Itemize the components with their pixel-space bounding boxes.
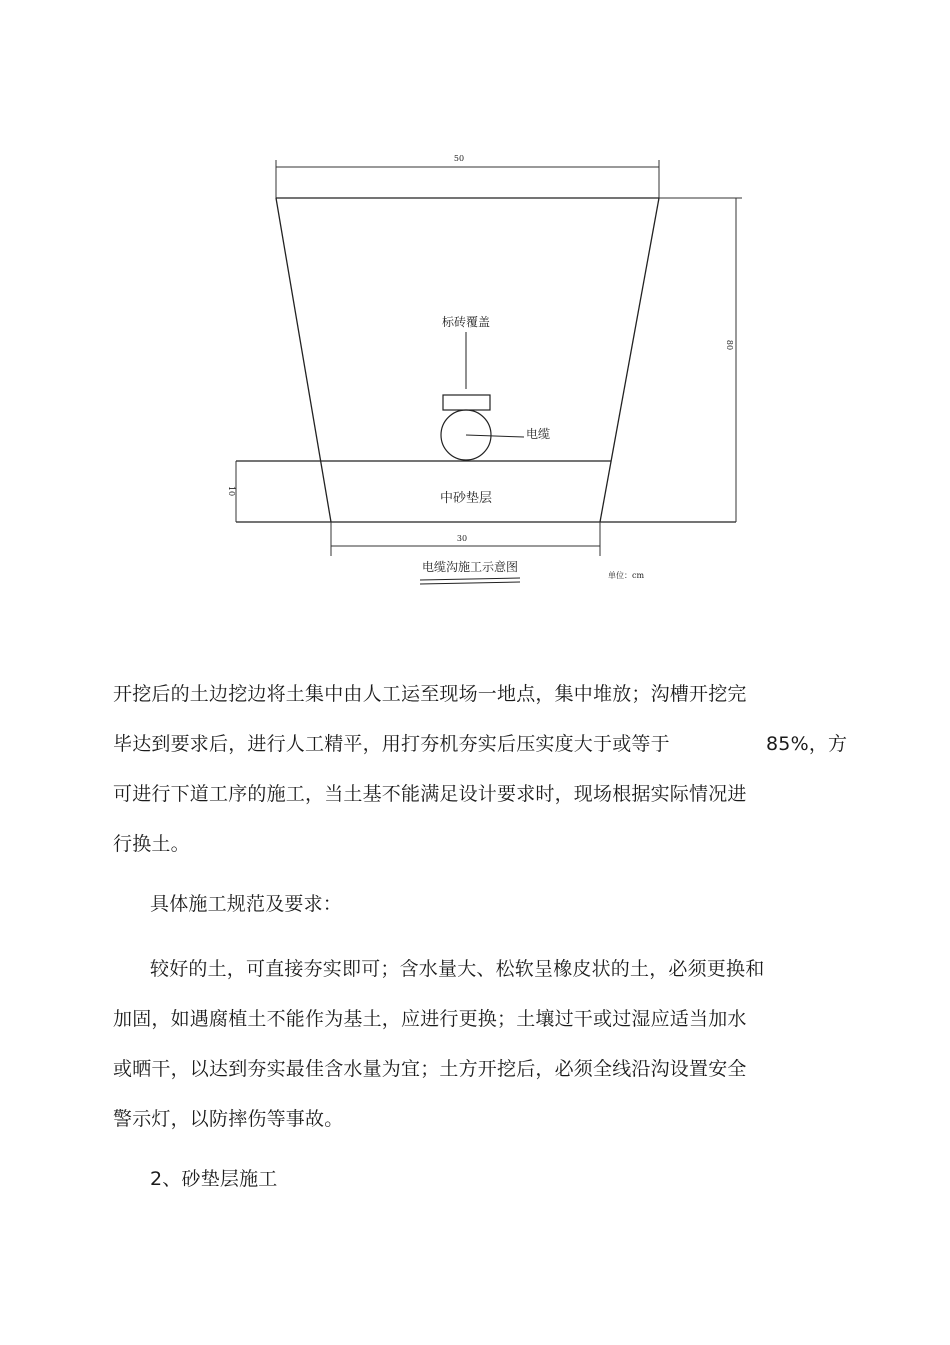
paragraph-1-line-2: 毕达到要求后，进行人工精平，用打夯机夯实后压实度大于或等于 (113, 733, 670, 755)
paragraph-1-line-1: 开挖后的土边挖边将土集中由人工运至现场一地点，集中堆放；沟槽开挖完 (113, 683, 747, 705)
diagram-caption: 电缆沟施工示意图 (421, 560, 519, 574)
cable-leader-line (466, 435, 524, 437)
trench-right-wall (600, 198, 659, 522)
paragraph-3-line-1: 较好的土，可直接夯实即可；含水量大、松软呈橡皮状的土，必须更换和 (150, 958, 765, 980)
cable-trench-diagram (0, 0, 950, 600)
paragraph-1-line-4: 行换土。 (113, 833, 190, 855)
section-heading: 2、砂垫层施工 (150, 1168, 278, 1190)
brick-cover (443, 395, 490, 410)
dim-left-label: 10 (227, 485, 236, 497)
brick-cover-label: 标砖覆盖 (441, 315, 491, 329)
paragraph-1-line-2-tail: 85%，方 (766, 733, 848, 755)
dim-bottom-label: 30 (456, 534, 468, 543)
unit-label: 单位：cm (608, 571, 645, 580)
paragraph-2: 具体施工规范及要求： (150, 893, 343, 915)
paragraph-3-line-3: 或晒干，以达到夯实最佳含水量为宜；土方开挖后，必须全线沿沟设置安全 (113, 1058, 747, 1080)
dim-top-label: 50 (453, 154, 465, 163)
dim-right-label: 80 (725, 339, 734, 351)
caption-underline-1 (420, 578, 520, 580)
paragraph-1-line-3: 可进行下道工序的施工，当土基不能满足设计要求时，现场根据实际情况进 (113, 783, 747, 805)
trench-left-wall (276, 198, 331, 522)
caption-underline-2 (420, 582, 520, 584)
sand-layer-label: 中砂垫层 (439, 491, 493, 506)
paragraph-3-line-2: 加固，如遇腐植土不能作为基土，应进行更换；土壤过干或过湿应适当加水 (113, 1008, 747, 1030)
paragraph-3-line-4: 警示灯，以防摔伤等事故。 (113, 1108, 344, 1130)
cable-label: 电缆 (526, 427, 551, 441)
